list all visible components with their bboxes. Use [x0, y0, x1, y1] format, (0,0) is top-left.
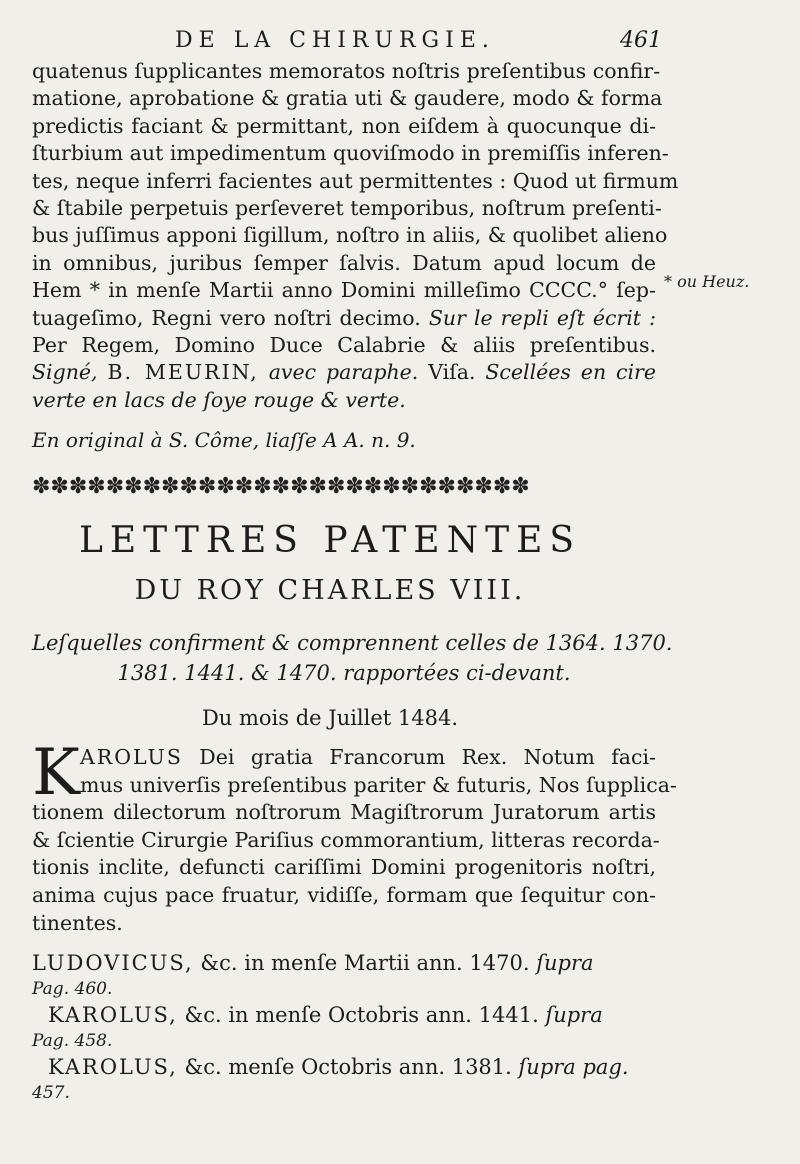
reference-supra: ſupra pag.: [518, 1055, 629, 1079]
description-line: Leſquelles confirment & comprennent celles de 1364. 1370.: [32, 631, 673, 655]
ornament-divider: ✽✽✽✽✽✽✽✽✽✽✽✽✽✽✽✽✽✽✽✽✽✽✽✽✽✽✽: [32, 474, 530, 499]
reference-text: &c. in menſe Martii ann. 1470.: [200, 951, 530, 975]
section-heading: LETTRES PATENTES: [78, 520, 582, 561]
text-line: [32, 359, 656, 386]
description-line: 1381. 1441. & 1470. rapportées ci-devant.: [117, 661, 571, 685]
repli-note: Sur le repli eſt écrit :: [428, 305, 656, 330]
text-line: bus juſſimus apponi ſigillum, noſtro in aliis, & quolibet alieno: [32, 223, 668, 248]
paraphe-note: avec paraphe.: [268, 360, 419, 385]
text-line: Hem * in menſe Martii anno Domini milleſimo CCCC.° ſep-: [32, 278, 656, 303]
text-line: anima cujus pace fruatur, vidiſſe, formam que ſequitur con-: [32, 882, 656, 907]
source-note: En original à S. Côme, liaſſe A A. n. 9.: [32, 428, 416, 452]
reference-text: &c. in menſe Octobris ann. 1441.: [184, 1003, 539, 1027]
reference-supra: ſupra: [545, 1003, 603, 1027]
signer-name: B. MEURIN,: [107, 360, 259, 385]
text-line: Per Regem, Domino Duce Calabrie & aliis preſentibus.: [32, 333, 656, 358]
text-segment: tuageſimo, Regni vero noſtri decimo.: [32, 305, 421, 330]
reference-page: Pag. 458.: [32, 1031, 113, 1051]
running-title: DE LA CHIRURGIE.: [175, 28, 495, 53]
reference-line: [32, 1002, 656, 1028]
visa-label: Viſa.: [428, 360, 476, 385]
reference-name: KAROLUS,: [48, 1003, 178, 1027]
running-header: [0, 28, 800, 58]
text-line: predictis faciant & permittant, non eiſdem à quocunque di-: [32, 113, 656, 138]
text-line: & ſcientie Cirurgie Pariſius commorantium, litteras recorda-: [32, 827, 660, 852]
text-line: tinentes.: [32, 910, 123, 935]
first-word: AROLUS: [80, 745, 183, 769]
margin-note: * ou Heuz.: [664, 272, 750, 291]
text-line: quatenus ſupplicantes memoratos noſtris preſentibus confir-: [32, 59, 661, 83]
text-line: matione, aprobatione & gratia uti & gaudere, modo & forma: [32, 86, 663, 111]
letter-body: [32, 736, 677, 937]
reference-name: LUDOVICUS,: [32, 951, 194, 975]
section-subheading: DU ROY CHARLES VIII.: [134, 575, 526, 606]
text-line: tionis inclite, defuncti cariſſimi Domini progenitoris noſtri,: [32, 855, 656, 880]
letter-date: Du mois de Juillet 1484.: [201, 706, 459, 730]
drop-cap: K: [32, 736, 80, 810]
page-number: 461: [620, 28, 662, 53]
text-line: tionem dilectorum noſtrorum Magiſtrorum Juratorum artis: [32, 800, 656, 825]
reference-text: &c. menſe Octobris ann. 1381.: [184, 1055, 512, 1079]
text-line: [32, 744, 656, 772]
text-line: & ſtabile perpetuis perſeveret temporibus, noſtrum preſenti-: [32, 196, 662, 221]
references-list: [32, 950, 656, 1106]
text-line: in omnibus, juribus ſemper ſalvis. Datum apud locum de: [32, 250, 656, 275]
text-segment: Dei gratia Francorum Rex. Notum faci-: [199, 745, 656, 769]
seal-note: Scellées en cire: [485, 360, 656, 385]
text-line: verte en lacs de ſoye rouge & verte.: [32, 387, 406, 412]
reference-line: [32, 1054, 656, 1080]
reference-page: Pag. 460.: [32, 979, 113, 999]
continued-text-block: [32, 58, 679, 414]
text-line: [32, 305, 656, 332]
reference-line: [32, 950, 656, 976]
signe-label: Signé,: [32, 360, 98, 385]
text-line: ſturbium aut impedimentum quoviſmodo in premiſſis inferen-: [32, 141, 669, 166]
reference-name: KAROLUS,: [48, 1055, 178, 1079]
reference-supra: ſupra: [536, 951, 594, 975]
section-description: [32, 628, 673, 688]
text-line: tes, neque inferri facientes aut permittentes : Quod ut firmum: [32, 168, 679, 193]
text-line: mus univerſis preſentibus pariter & futuris, Nos ſupplica-: [80, 772, 677, 797]
reference-page: 457.: [32, 1083, 70, 1103]
